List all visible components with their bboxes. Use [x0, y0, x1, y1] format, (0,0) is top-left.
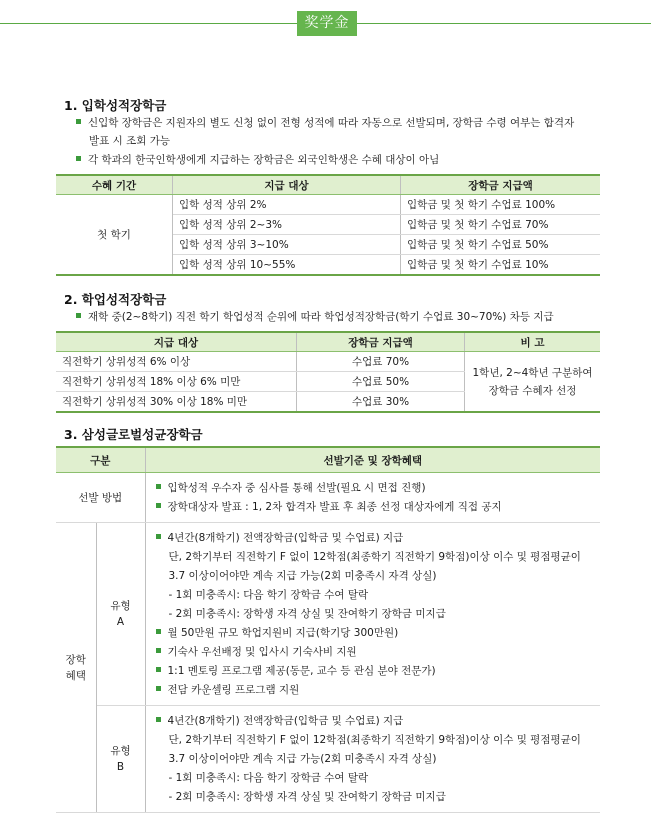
type-a-content	[145, 523, 600, 706]
section1-title: 1. 입학성적장학금	[64, 98, 167, 113]
amount-cell: 입학금 및 첫 학기 수업료 50%	[401, 235, 601, 255]
selection-content	[145, 473, 600, 523]
entrance-scholarship-table	[56, 174, 600, 276]
section1-bullet-1: 신입학 장학금은 지원자의 별도 신청 없이 전형 성적에 따라 자동으로 선발되며, 장학금 수령 여부는 합격자	[76, 115, 574, 131]
period-cell: 첫 학기	[56, 195, 173, 276]
list-item-cont: 3.7 이상이어야만 계속 지급 가능(2회 미충족시 자격 상실)	[168, 753, 437, 765]
header-category: 구분	[56, 447, 145, 473]
header-target: 지급 대상	[173, 175, 401, 195]
bullet-square-icon	[156, 534, 161, 539]
list-item: 전담 카운셀링 프로그램 지원	[156, 681, 591, 700]
amount-cell: 입학금 및 첫 학기 수업료 100%	[401, 195, 601, 215]
amount-cell: 수업료 70%	[297, 352, 465, 372]
table-row	[56, 473, 600, 523]
bullet-square-icon	[156, 629, 161, 634]
page-banner: 奖学金	[297, 11, 357, 36]
academic-scholarship-table	[56, 331, 600, 413]
target-cell: 입학 성적 상위 2%	[173, 195, 401, 215]
type-a-label: 유형 A	[96, 523, 145, 706]
header-target: 지급 대상	[56, 332, 297, 352]
section1-bullet-1-cont: 발표 시 조회 가능	[89, 135, 171, 147]
header-amount: 장학금 지급액	[297, 332, 465, 352]
list-item: 1:1 멘토링 프로그램 제공(동문, 교수 등 관심 분야 전문가)	[156, 662, 591, 681]
header-period: 수혜 기간	[56, 175, 173, 195]
list-item: 4년간(8개학기) 전액장학금(입학금 및 수업료) 지급	[156, 712, 591, 731]
section2-bullet: 재학 중(2~8학기) 직전 학기 학업성적 순위에 따라 학업성적장학금(학기 수업료 30~70%) 차등 지급	[76, 309, 554, 325]
list-item-cont: 단, 2학기부터 직전학기 F 없이 12학점(최종학기 직전학기 9학점)이상 이수 및 평점평균이	[168, 734, 581, 746]
table-header-row	[56, 175, 600, 195]
bullet-square-icon	[76, 119, 81, 124]
target-cell: 입학 성적 상위 2~3%	[173, 215, 401, 235]
type-b-content	[145, 706, 600, 813]
target-cell: 직전학기 상위성적 30% 이상 18% 미만	[56, 392, 297, 413]
amount-cell: 수업료 30%	[297, 392, 465, 413]
target-cell: 입학 성적 상위 3~10%	[173, 235, 401, 255]
bullet-square-icon	[76, 313, 81, 318]
header-amount: 장학금 지급액	[401, 175, 601, 195]
bullet-square-icon	[156, 717, 161, 722]
benefit-label: 장학 혜택	[56, 523, 96, 813]
bullet-square-icon	[156, 686, 161, 691]
list-item-cont: 3.7 이상이어야만 계속 지급 가능(2회 미충족시 자격 상실)	[168, 570, 437, 582]
list-item: 기숙사 우선배정 및 입사시 기숙사비 지원	[156, 643, 591, 662]
list-item: 장학대상자 발표 : 1, 2차 합격자 발표 후 최종 선정 대상자에게 직접 공지	[156, 498, 591, 517]
type-b-label: 유형 B	[96, 706, 145, 813]
table-row	[56, 706, 600, 813]
list-item-detail: - 2회 미충족시: 장학생 자격 상실 및 잔여학기 장학금 미지급	[168, 608, 446, 620]
list-item-detail: - 1회 미충족시: 다음 학기 장학금 수여 탈락	[168, 589, 369, 601]
table-header-row	[56, 447, 600, 473]
table-row	[56, 523, 600, 706]
section2-title: 2. 학업성적장학금	[64, 292, 167, 307]
list-item: 4년간(8개학기) 전액장학금(입학금 및 수업료) 지급	[156, 529, 591, 548]
table-row	[56, 195, 600, 215]
list-item: 월 50만원 규모 학업지원비 지급(학기당 300만원)	[156, 624, 591, 643]
section3-title: 3. 삼성글로벌성균장학금	[64, 427, 203, 442]
amount-cell: 입학금 및 첫 학기 수업료 70%	[401, 215, 601, 235]
bullet-square-icon	[156, 667, 161, 672]
list-item-detail: - 2회 미충족시: 장학생 자격 상실 및 잔여학기 장학금 미지급	[168, 791, 446, 803]
target-cell: 입학 성적 상위 10~55%	[173, 255, 401, 276]
note-line-2: 장학금 수혜자 선정	[488, 384, 577, 397]
bullet-square-icon	[76, 156, 81, 161]
samsung-scholarship-table	[56, 446, 600, 813]
target-cell: 직전학기 상위성적 6% 이상	[56, 352, 297, 372]
amount-cell: 수업료 50%	[297, 372, 465, 392]
bullet-square-icon	[156, 648, 161, 653]
list-item-cont: 단, 2학기부터 직전학기 F 없이 12학점(최종학기 직전학기 9학점)이상 이수 및 평점평균이	[168, 551, 581, 563]
bullet-square-icon	[156, 484, 161, 489]
list-item-detail: - 1회 미충족시: 다음 학기 장학금 수여 탈락	[168, 772, 369, 784]
note-line-1: 1학년, 2~4학년 구분하여	[472, 366, 593, 379]
table-header-row	[56, 332, 600, 352]
table-row	[56, 352, 600, 372]
list-item: 입학성적 우수자 중 심사를 통해 선발(필요 시 면접 진행)	[156, 479, 591, 498]
bullet-square-icon	[156, 503, 161, 508]
section1-bullet-2: 각 학과의 한국인학생에게 지급하는 장학금은 외국인학생은 수혜 대상이 아님	[76, 152, 439, 168]
selection-label: 선발 방법	[56, 473, 145, 523]
amount-cell: 입학금 및 첫 학기 수업료 10%	[407, 259, 549, 271]
note-cell	[465, 352, 601, 413]
header-criteria: 선발기준 및 장학혜택	[145, 447, 600, 473]
target-cell: 직전학기 상위성적 18% 이상 6% 미만	[56, 372, 297, 392]
header-note: 비 고	[465, 332, 601, 352]
